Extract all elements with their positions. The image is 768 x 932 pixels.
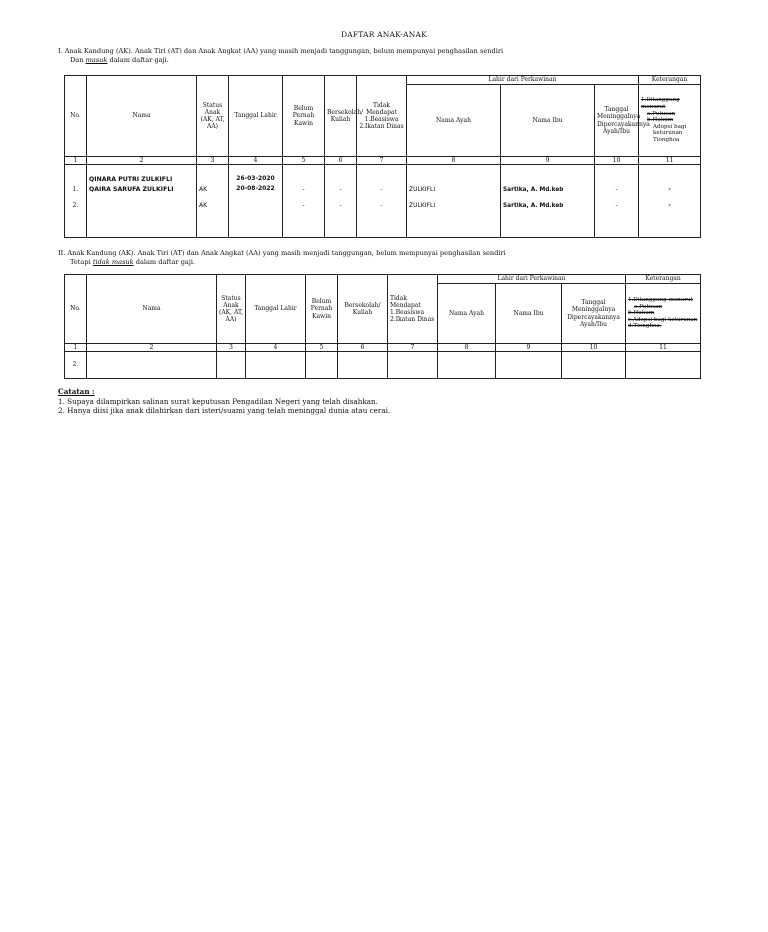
- row-tanggal-lahir: 26-03-2020: [236, 175, 275, 182]
- ket-item-1: 1.Ditanggung menurut: [641, 97, 680, 111]
- row-tidak-mendapat: -: [380, 202, 383, 209]
- row-tanggal-meninggal: -: [615, 186, 618, 193]
- notes-section: [58, 387, 390, 416]
- row-status: AK: [199, 186, 208, 193]
- table-row: [65, 352, 701, 379]
- row-tanggal-lahir: 20-08-2022: [236, 185, 275, 192]
- header-status: Status Anak (AK, AT, AA): [197, 76, 229, 157]
- page-title: DAFTAR ANAK-ANAK: [341, 30, 427, 39]
- ket-item-a: a.Putusan: [647, 110, 676, 117]
- row-keterangan: -: [668, 202, 671, 209]
- row-nama: QAIRA SARUFA ZULKIFLI: [89, 186, 174, 193]
- col-number: 5: [283, 157, 325, 165]
- section2-intro-post: dalam daftar gaji.: [135, 258, 196, 266]
- row-nama-ibu: Sartika, A. Md.keb: [503, 187, 564, 193]
- col-number: 9: [496, 344, 562, 352]
- header-lahir-group: Lahir dari Perkawinan: [407, 76, 639, 85]
- section2-intro: [58, 249, 506, 267]
- col-number: 3: [197, 157, 229, 165]
- header-lahir-group: Lahir dari Perkawinan: [438, 275, 626, 284]
- ket-item-1: 1.Ditanggung menurut: [628, 297, 693, 304]
- row-nama-ayah: ZULKIFLI: [409, 202, 436, 209]
- header-tanggal-meninggal: Tanggal Meninggalnya Dipercayakannya Ayah/Ibu: [562, 284, 626, 344]
- note-item: 2. Hanya diisi jika anak dilahirkan dari isteri/suami yang telah meninggal dunia atau cerai.: [58, 406, 391, 415]
- col-number: 10: [562, 344, 626, 352]
- col-number: 5: [306, 344, 338, 352]
- header-keterangan-detail: [626, 284, 701, 344]
- ket-item-c: Adopsi bagi keturunan Tionghoa: [653, 123, 687, 143]
- col-number: 8: [407, 157, 501, 165]
- ket-item-b: b.Hukum: [647, 117, 674, 124]
- header-tidak-mendapat: Tidak Mendapat 1.Beasiswa 2.Ikatan Dinas: [357, 76, 407, 157]
- section1-intro: [58, 47, 503, 65]
- section2-intro-pre: Tetapi: [70, 258, 91, 266]
- row-nama-ayah: ZULKIFLI: [409, 186, 436, 193]
- notes-title: Catatan :: [58, 387, 95, 396]
- row-sekolah: -: [339, 202, 342, 209]
- ket-item-c: c.Adopsi bagi keturunan: [628, 316, 698, 323]
- section1-intro-line1: I. Anak Kandung (AK). Anak Tiri (AT) dan Anak Angkat (AA) yang masih menjadi tanggungan, belum mempunyai penghasilan sendiri: [58, 47, 504, 55]
- col-number: 7: [357, 157, 407, 165]
- section1-intro-post: dalam daftar gaji.: [109, 56, 169, 64]
- row-sekolah: -: [339, 186, 342, 193]
- header-no: No.: [65, 275, 87, 344]
- col-number: 4: [246, 344, 306, 352]
- col-number: 11: [639, 157, 701, 165]
- ket-item-a: a.Putusan: [634, 303, 663, 310]
- col-number: 2: [87, 157, 197, 165]
- row-no: 2.: [65, 352, 87, 379]
- header-tanggal-meninggal: Tanggal Meninggalnya Dipercayakannya Ayah/Ibu: [595, 85, 639, 157]
- section1-intro-underlined: masuk: [85, 56, 108, 64]
- section2-intro-underlined: tidak masuk: [92, 258, 134, 266]
- header-nama-ayah: Nama Ayah: [407, 85, 501, 157]
- col-number: 6: [338, 344, 388, 352]
- header-status: Status Anak (AK, AT, AA): [217, 275, 246, 344]
- header-keterangan: Keterangan: [626, 275, 701, 284]
- row-nama: QINARA PUTRI ZULKIFLI: [89, 176, 173, 183]
- header-belum-kawin: Belum Pernah Kawin: [283, 76, 325, 157]
- ket-item-b: b.Hukum: [628, 310, 655, 317]
- row-belum-kawin: -: [302, 186, 305, 193]
- row-nama-ibu: Sartika, A. Md.keb: [503, 203, 564, 209]
- section1-intro-line2: [58, 56, 503, 65]
- row-tidak-mendapat: -: [380, 186, 383, 193]
- row-belum-kawin: -: [302, 202, 305, 209]
- row-no: 2.: [72, 202, 79, 209]
- col-number: 6: [325, 157, 357, 165]
- header-keterangan: Keterangan: [639, 76, 701, 85]
- header-nama-ibu: Nama Ibu: [501, 85, 595, 157]
- row-tanggal-meninggal: -: [615, 202, 618, 209]
- row-no: 1.: [72, 186, 79, 193]
- section1-table: [64, 75, 701, 238]
- header-keterangan-detail: [639, 85, 701, 157]
- header-nama-ibu: Nama Ibu: [496, 284, 562, 344]
- header-tidak-mendapat: Tidak Mendapat 1.Beasiswa 2.Ikatan Dinas: [388, 275, 438, 344]
- col-number: 1: [65, 157, 87, 165]
- note-item: 1. Supaya dilampirkan salinan surat keputusan Pengadilan Negeri yang telah disahkan.: [58, 396, 378, 406]
- header-no: No.: [65, 76, 87, 157]
- col-number: 7: [388, 344, 438, 352]
- col-number: 10: [595, 157, 639, 165]
- col-number: 2: [87, 344, 217, 352]
- row-keterangan: -: [668, 186, 671, 193]
- column-number-row: [65, 344, 701, 352]
- ket-item-d: d.Tionghoa.: [628, 323, 662, 330]
- col-number: 3: [217, 344, 246, 352]
- col-number: 1: [65, 344, 87, 352]
- section2-intro-line2: [58, 258, 506, 267]
- header-nama-ayah: Nama Ayah: [438, 284, 496, 344]
- header-nama: Nama: [87, 275, 217, 344]
- row-status: AK: [199, 202, 208, 209]
- section1-intro-pre: Dan: [70, 56, 84, 64]
- header-tanggal-lahir: Tanggal Lahir: [229, 76, 283, 157]
- section2-table: [64, 274, 701, 379]
- header-nama: Nama: [87, 76, 197, 157]
- header-belum-kawin: Belum Pernah Kawin: [306, 275, 338, 344]
- section2-intro-line1: II. Anak Kandung (AK). Anak Tiri (AT) dan Anak Angkat (AA) yang masih menjadi tanggungan, belum mempunyai penghasilan sendiri: [58, 249, 506, 257]
- table-row: [65, 165, 701, 238]
- header-sekolah: Bersekolah/ Kuliah: [338, 275, 388, 344]
- header-sekolah: Bersekolah/ Kuliah: [325, 76, 357, 157]
- col-number: 4: [229, 157, 283, 165]
- header-tanggal-lahir: Tanggal Lahir: [246, 275, 306, 344]
- col-number: 9: [501, 157, 595, 165]
- col-number: 8: [438, 344, 496, 352]
- column-number-row: [65, 157, 701, 165]
- col-number: 11: [626, 344, 701, 352]
